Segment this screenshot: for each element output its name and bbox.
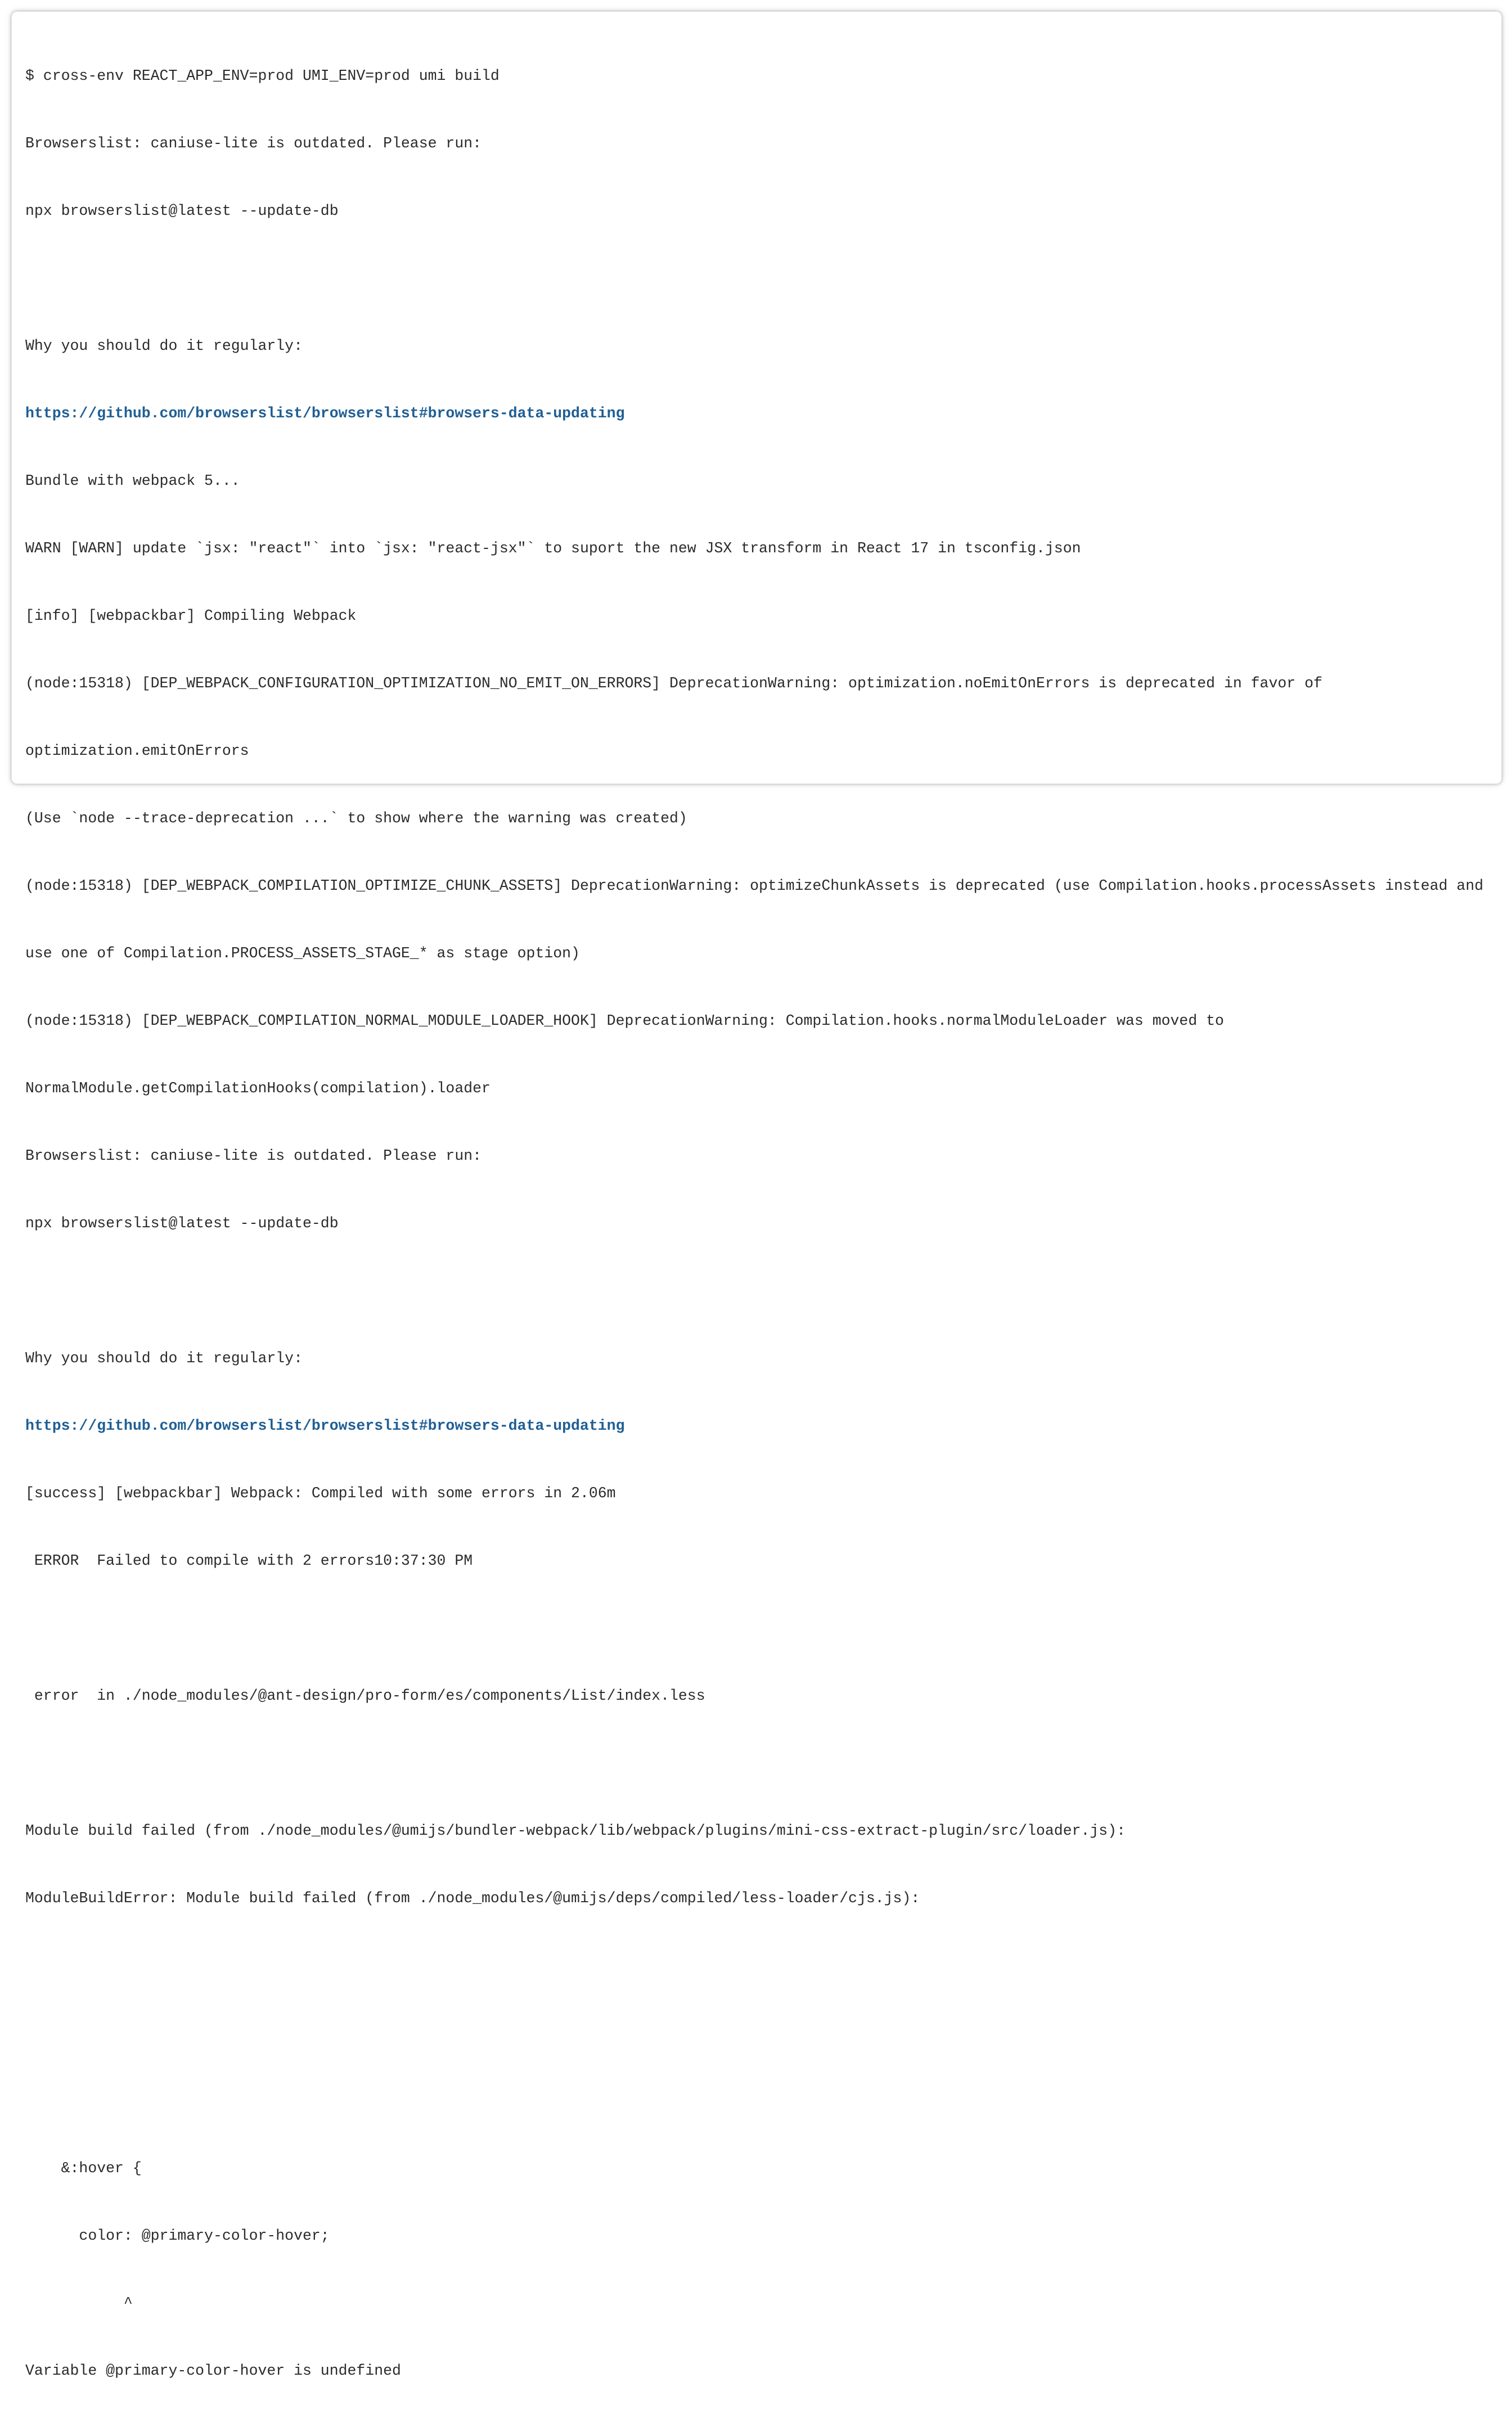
log-line: Why you should do it regularly: (25, 1350, 303, 1367)
code-caret: ^ (25, 2295, 133, 2312)
browserslist-update-link[interactable]: https://github.com/browserslist/browserslist#browsers-data-updating (25, 1417, 625, 1434)
log-line: Bundle with webpack 5... (25, 472, 240, 489)
log-line-blank (25, 2090, 1490, 2112)
log-line: (Use `node --trace-deprecation ...` to show where the warning was created) (25, 810, 687, 827)
log-line-blank (25, 1752, 1490, 1775)
log-line-blank (25, 1617, 1490, 1640)
log-line: Why you should do it regularly: (25, 337, 303, 354)
browserslist-update-link[interactable]: https://github.com/browserslist/browserslist#browsers-data-updating (25, 405, 625, 422)
log-line-blank (25, 1280, 1490, 1302)
log-line-command: $ cross-env REACT_APP_ENV=prod UMI_ENV=prod umi build (25, 67, 500, 84)
log-line-info: [info] [webpackbar] Compiling Webpack (25, 607, 357, 624)
log-line-warning: WARN [WARN] update `jsx: "react"` into `jsx: "react-jsx"` to suport the new JSX transform in React 17 in tsconfig.json (25, 540, 1081, 557)
log-line-error: error in ./node_modules/@ant-design/pro-form/es/components/List/index.less (25, 1687, 705, 1704)
log-line-blank (25, 1955, 1490, 1977)
log-line: npx browserslist@latest --update-db (25, 202, 339, 219)
log-line-deprecation: (node:15318) [DEP_WEBPACK_CONFIGURATION_OPTIMIZATION_NO_EMIT_ON_ERRORS] DeprecationWarning: optimization.noEmitOnErrors is deprecated in favor of (25, 675, 1322, 692)
console-log (25, 20, 1490, 2427)
log-line: Browserslist: caniuse-lite is outdated. Please run: (25, 135, 482, 152)
log-line: Browserslist: caniuse-lite is outdated. Please run: (25, 1147, 482, 1164)
log-line-deprecation: (node:15318) [DEP_WEBPACK_COMPILATION_NORMAL_MODULE_LOADER_HOOK] DeprecationWarning: Compilation.hooks.normalModuleLoader was moved to (25, 1012, 1224, 1029)
code-line: &:hover { (25, 2160, 142, 2177)
terminal-output-panel (11, 11, 1502, 2379)
log-line-error: ModuleBuildError: Module build failed (from ./node_modules/@umijs/deps/compiled/less-loader/cjs.js): (25, 1890, 920, 1907)
log-line: npx browserslist@latest --update-db (25, 1215, 339, 1232)
log-line-error: ERROR Failed to compile with 2 errors10:37:30 PM (25, 1552, 473, 1569)
log-line-error: Variable @primary-color-hover is undefined (25, 2362, 401, 2379)
log-line-error: Module build failed (from ./node_modules/@umijs/bundler-webpack/lib/webpack/plugins/mini-css-extract-plugin/src/loader.js): (25, 1822, 1126, 1839)
code-line: color: @primary-color-hover; (25, 2227, 330, 2244)
log-line-blank (25, 267, 1490, 290)
log-line-deprecation-cont: optimization.emitOnErrors (25, 742, 249, 759)
log-line-deprecation-cont: NormalModule.getCompilationHooks(compilation).loader (25, 1080, 490, 1097)
log-line-deprecation: (node:15318) [DEP_WEBPACK_COMPILATION_OPTIMIZE_CHUNK_ASSETS] DeprecationWarning: optimizeChunkAssets is deprecated (use Compilation.hooks.processAssets instead and (25, 877, 1484, 894)
log-line-blank (25, 2022, 1490, 2045)
log-line-success: [success] [webpackbar] Webpack: Compiled with some errors in 2.06m (25, 1485, 616, 1502)
log-line-deprecation-cont: use one of Compilation.PROCESS_ASSETS_STAGE_* as stage option) (25, 945, 580, 962)
